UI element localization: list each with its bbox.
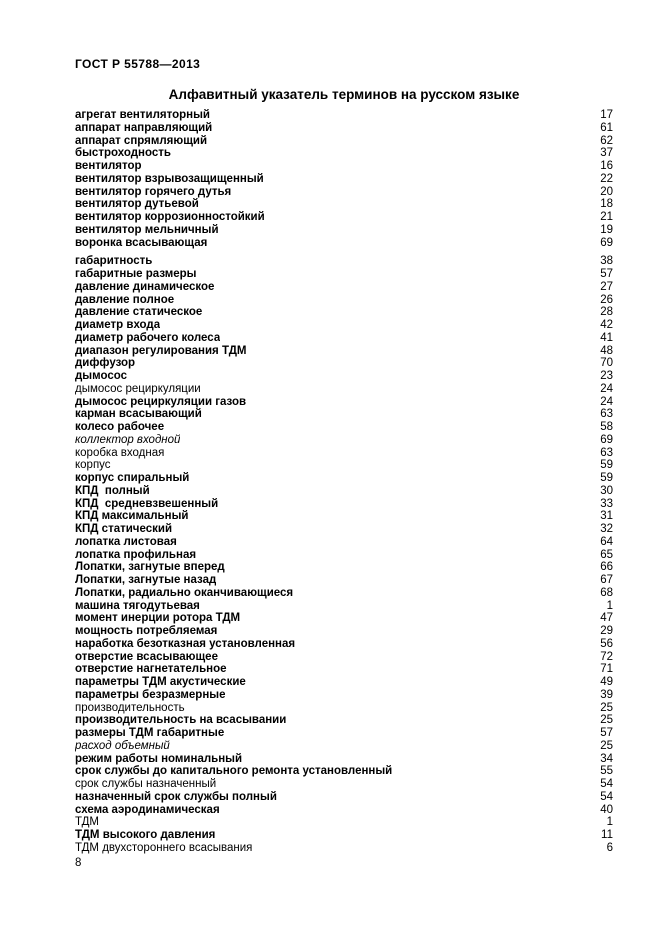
term-page-number: 61 [600, 121, 613, 134]
term-page-number: 27 [600, 280, 613, 293]
index-entry-row [75, 804, 613, 817]
index-entry-row [75, 753, 613, 766]
index-entry-row [75, 370, 613, 383]
term-page-number: 72 [600, 650, 613, 663]
index-entry-row [75, 294, 613, 307]
term-page-number: 1 [606, 816, 613, 829]
term-label: диаметр входа [75, 319, 161, 331]
index-entry-row [75, 109, 613, 122]
term-page-number: 49 [600, 676, 613, 688]
term-page-number: 28 [600, 306, 613, 319]
index-entry-row [75, 574, 613, 587]
term-page-number: 18 [600, 198, 613, 211]
index-entry-row [75, 791, 613, 804]
term-page-number: 24 [600, 395, 613, 408]
index-entry-row [75, 173, 613, 186]
term-label: лопатка профильная [75, 548, 197, 561]
term-page-number: 57 [600, 268, 613, 280]
term-label: ТДМ высокого давления [75, 829, 216, 841]
document-number: ГОСТ Р 55788—2013 [75, 57, 201, 71]
index-list [75, 109, 613, 855]
term-label: КПД полный [75, 484, 150, 497]
index-entry-row [75, 689, 613, 702]
index-entry-row [75, 600, 613, 613]
term-page-number: 25 [600, 701, 613, 714]
term-page-number: 55 [600, 765, 613, 778]
term-page-number: 1 [606, 599, 613, 612]
term-label: Лопатки, радиально оканчивающиеся [75, 586, 294, 599]
index-entry-row [75, 638, 613, 651]
term-label: ТДМ двухстороннего всасывания [75, 841, 253, 854]
index-entry-row [75, 135, 613, 148]
term-page-number: 64 [600, 535, 613, 548]
term-page-number: 34 [600, 752, 613, 765]
term-page-number: 67 [600, 574, 613, 586]
index-entry-row [75, 198, 613, 211]
index-entry-row [75, 421, 613, 434]
term-page-number: 30 [600, 484, 613, 497]
term-page-number: 48 [600, 344, 613, 357]
term-label: воронка всасывающая [75, 236, 208, 249]
term-label: вентилятор мельничный [75, 223, 219, 236]
term-page-number: 41 [600, 331, 613, 344]
index-entry-row [75, 587, 613, 600]
term-page-number: 59 [600, 459, 613, 472]
index-entry-row [75, 319, 613, 332]
index-entry-row [75, 612, 613, 625]
term-page-number: 65 [600, 548, 613, 561]
term-page-number: 62 [600, 134, 613, 147]
term-page-number: 57 [600, 727, 613, 739]
term-page-number: 63 [600, 408, 613, 421]
index-entry-row [75, 676, 613, 689]
term-label: момент инерции ротора ТДМ [75, 612, 241, 625]
term-label: вентилятор взрывозащищенный [75, 172, 264, 185]
index-entry-row [75, 122, 613, 135]
term-page-number: 69 [600, 236, 613, 249]
index-entry-row [75, 472, 613, 485]
term-page-number: 25 [600, 714, 613, 727]
index-entry-row [75, 523, 613, 536]
term-page-number: 42 [600, 319, 613, 331]
index-entry-row [75, 383, 613, 396]
term-label: параметры ТДМ акустические [75, 676, 246, 688]
term-label: Лопатки, загнутые вперед [75, 561, 225, 574]
term-label: отверстие всасывающее [75, 650, 218, 663]
term-label: диапазон регулирования ТДМ [75, 344, 247, 357]
term-page-number: 47 [600, 612, 613, 625]
term-label: дымосос рециркуляции газов [75, 395, 247, 408]
term-label: дымосос [75, 370, 128, 382]
index-entry-row [75, 740, 613, 753]
document-page [75, 0, 613, 870]
term-page-number: 70 [600, 357, 613, 370]
term-label: быстроходность [75, 147, 171, 160]
term-label: режим работы номинальный [75, 752, 243, 765]
term-page-number: 20 [600, 185, 613, 198]
term-label: коллектор входной [75, 433, 181, 446]
index-entry-row [75, 186, 613, 199]
term-page-number: 25 [600, 739, 613, 752]
term-label: колесо рабочее [75, 421, 165, 433]
term-label: расход объемный [75, 739, 170, 752]
term-page-number: 39 [600, 688, 613, 701]
term-page-number: 17 [600, 109, 613, 121]
term-label: агрегат вентиляторный [75, 109, 210, 121]
index-entry-row [75, 778, 613, 791]
index-entry-row [75, 459, 613, 472]
term-label: КПД средневзвешенный [75, 497, 219, 510]
term-page-number: 23 [600, 370, 613, 382]
term-label: корпус [75, 459, 111, 472]
index-entry-row [75, 842, 613, 855]
index-entry-row [75, 702, 613, 715]
term-page-number: 19 [600, 223, 613, 236]
index-entry-row [75, 498, 613, 511]
index-entry-row [75, 816, 613, 829]
index-entry-row [75, 357, 613, 370]
index-entry-row [75, 561, 613, 574]
index-entry-row [75, 510, 613, 523]
term-label: габаритные размеры [75, 268, 197, 280]
index-entry-row [75, 224, 613, 237]
term-label: размеры ТДМ габаритные [75, 727, 225, 739]
index-entry-row [75, 211, 613, 224]
term-label: параметры безразмерные [75, 688, 226, 701]
term-label: аппарат направляющий [75, 121, 213, 134]
term-label: производительность на всасывании [75, 714, 287, 727]
term-label: корпус спиральный [75, 472, 190, 484]
term-label: вентилятор дутьевой [75, 198, 199, 211]
index-entry-row [75, 536, 613, 549]
term-page-number: 31 [600, 510, 613, 523]
page-title: Алфавитный указатель терминов на русском языке [168, 87, 520, 102]
index-entry-row [75, 663, 613, 676]
index-entry-row [75, 268, 613, 281]
index-entry-row [75, 434, 613, 447]
term-label: ТДМ [75, 816, 100, 829]
term-label: отверстие нагнетательное [75, 663, 227, 676]
term-label: срок службы назначенный [75, 778, 217, 790]
term-label: схема аэродинамическая [75, 803, 220, 816]
term-page-number: 40 [600, 803, 613, 816]
term-label: габаритность [75, 255, 153, 268]
term-label: давление динамическое [75, 280, 215, 293]
index-entry-row [75, 160, 613, 173]
term-page-number: 21 [600, 211, 613, 223]
term-page-number: 56 [600, 637, 613, 650]
index-entry-row [75, 237, 613, 250]
term-page-number: 71 [600, 663, 613, 676]
term-page-number: 32 [600, 523, 613, 535]
term-label: карман всасывающий [75, 408, 202, 421]
term-label: вентилятор горячего дутья [75, 185, 232, 198]
term-page-number: 58 [600, 421, 613, 433]
index-entry-row [75, 651, 613, 664]
index-entry-row [75, 396, 613, 409]
index-entry-row [75, 281, 613, 294]
index-entry-row [75, 255, 613, 268]
term-label: аппарат спрямляющий [75, 134, 208, 147]
term-label: лопатка листовая [75, 535, 177, 548]
term-page-number: 54 [600, 790, 613, 803]
index-entry-row [75, 485, 613, 498]
term-label: вентилятор коррозионностойкий [75, 211, 265, 223]
term-page-number: 38 [600, 255, 613, 268]
term-page-number: 26 [600, 293, 613, 306]
term-label: производительность [75, 701, 185, 714]
term-label: коробка входная [75, 446, 165, 459]
term-page-number: 33 [600, 497, 613, 510]
term-label: срок службы до капитального ремонта установленный [75, 765, 393, 778]
term-page-number: 69 [600, 433, 613, 446]
index-entry-row [75, 549, 613, 562]
term-page-number: 37 [600, 147, 613, 160]
footer-page-number: 8 [75, 857, 82, 869]
index-entry-row [75, 306, 613, 319]
term-label: вентилятор [75, 160, 142, 172]
term-label: дымосос рециркуляции [75, 382, 201, 395]
term-page-number: 16 [600, 160, 613, 172]
index-entry-row [75, 447, 613, 460]
term-label: Лопатки, загнутые назад [75, 574, 217, 586]
index-entry-row [75, 332, 613, 345]
index-entry-row [75, 147, 613, 160]
term-label: наработка безотказная установленная [75, 637, 296, 650]
term-label: мощность потребляемая [75, 625, 218, 637]
term-label: КПД статический [75, 523, 173, 535]
term-label: диффузор [75, 357, 136, 370]
term-page-number: 63 [600, 446, 613, 459]
index-entry-row [75, 625, 613, 638]
term-page-number: 29 [600, 625, 613, 637]
index-entry-row [75, 765, 613, 778]
term-page-number: 68 [600, 586, 613, 599]
term-page-number: 24 [600, 382, 613, 395]
term-label: назначенный срок службы полный [75, 790, 277, 803]
term-page-number: 11 [601, 829, 613, 841]
term-page-number: 22 [600, 172, 613, 185]
index-entry-row [75, 345, 613, 358]
term-page-number: 59 [600, 472, 613, 484]
term-label: давление полное [75, 293, 175, 306]
index-entry-row [75, 408, 613, 421]
term-label: машина тягодутьевая [75, 599, 200, 612]
term-page-number: 54 [600, 778, 613, 790]
term-label: давление статическое [75, 306, 203, 319]
index-entry-row [75, 714, 613, 727]
term-label: диаметр рабочего колеса [75, 331, 221, 344]
term-page-number: 6 [606, 841, 613, 854]
index-entry-row [75, 727, 613, 740]
index-entry-row [75, 829, 613, 842]
term-page-number: 66 [600, 561, 613, 574]
term-label: КПД максимальный [75, 510, 189, 523]
